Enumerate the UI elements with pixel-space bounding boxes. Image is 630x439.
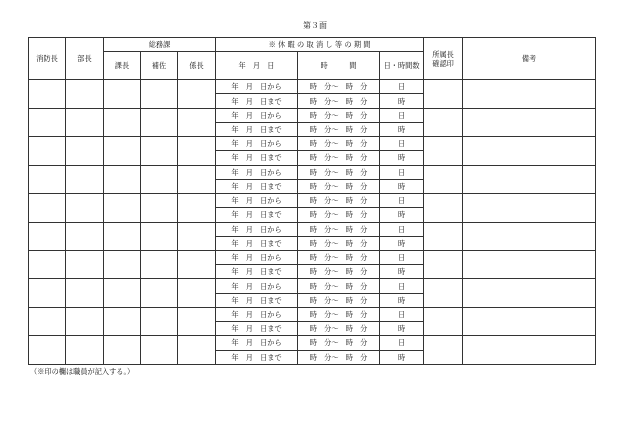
dept-head-seal-header [424, 38, 463, 80]
entry-row-top [29, 137, 596, 151]
department-head-seal-cell[interactable] [66, 108, 104, 136]
days-cell[interactable]: 日 [380, 222, 424, 236]
days-cell[interactable]: 日 [380, 279, 424, 293]
remarks-cell[interactable] [463, 137, 596, 165]
to-date-cell[interactable]: 年 月 日まで [216, 151, 298, 165]
fire-chief-seal-cell[interactable] [29, 336, 66, 365]
time-range-cell[interactable]: 時 分～ 時 分 [298, 279, 380, 293]
remarks-cell[interactable] [463, 222, 596, 250]
assistant-seal-cell[interactable] [141, 137, 178, 165]
fire-chief-seal-cell[interactable] [29, 307, 66, 335]
dept-head-seal-line-2: 確認印 [432, 58, 454, 68]
hours-cell[interactable]: 時 [380, 122, 424, 136]
leave-cancellation-form-table [28, 37, 596, 365]
assistant-seal-cell[interactable] [141, 108, 178, 136]
section-chief-seal-cell[interactable] [104, 250, 141, 278]
days-hours-column-header: 日・時間数 [380, 52, 424, 80]
subsection-chief-seal-cell[interactable] [178, 279, 216, 307]
cancellation-period-header: ※ 休 暇 の 取 消 し 等 の 期 間 [216, 38, 424, 52]
to-date-cell[interactable]: 年 月 日まで [216, 236, 298, 250]
subsection-chief-seal-cell[interactable] [178, 250, 216, 278]
from-date-cell[interactable]: 年 月 日から [216, 279, 298, 293]
remarks-cell[interactable] [463, 307, 596, 335]
dept-head-seal-cell[interactable] [424, 108, 463, 136]
time-column-header: 時 間 [298, 52, 380, 80]
remarks-cell[interactable] [463, 279, 596, 307]
hours-cell[interactable]: 時 [380, 293, 424, 307]
time-range-cell[interactable]: 時 分～ 時 分 [298, 151, 380, 165]
assistant-seal-cell[interactable] [141, 222, 178, 250]
dept-head-seal-cell[interactable] [424, 307, 463, 335]
from-date-cell[interactable]: 年 月 日から [216, 307, 298, 321]
section-chief-seal-cell[interactable] [104, 279, 141, 307]
section-chief-seal-cell[interactable] [104, 222, 141, 250]
time-range-cell[interactable]: 時 分～ 時 分 [298, 350, 380, 364]
dept-head-seal-cell[interactable] [424, 165, 463, 193]
dept-head-seal-cell[interactable] [424, 250, 463, 278]
assistant-header: 補佐 [141, 52, 178, 80]
dept-head-seal-cell[interactable] [424, 279, 463, 307]
from-date-cell[interactable]: 年 月 日から [216, 250, 298, 264]
subsection-chief-seal-cell[interactable] [178, 137, 216, 165]
days-cell[interactable]: 日 [380, 137, 424, 151]
days-cell[interactable]: 日 [380, 165, 424, 179]
to-date-cell[interactable]: 年 月 日まで [216, 122, 298, 136]
to-date-cell[interactable]: 年 月 日まで [216, 94, 298, 108]
department-head-seal-cell[interactable] [66, 222, 104, 250]
department-head-seal-cell[interactable] [66, 194, 104, 222]
remarks-cell[interactable] [463, 250, 596, 278]
footnote: （※印の欄は職員が記入する。） [30, 367, 135, 376]
from-date-cell[interactable]: 年 月 日から [216, 108, 298, 122]
time-range-cell[interactable]: 時 分～ 時 分 [298, 179, 380, 193]
time-range-cell[interactable]: 時 分～ 時 分 [298, 250, 380, 264]
time-range-cell[interactable]: 時 分～ 時 分 [298, 94, 380, 108]
page-title: 第３面 [303, 21, 327, 30]
time-range-cell[interactable]: 時 分～ 時 分 [298, 194, 380, 208]
hours-cell[interactable]: 時 [380, 350, 424, 364]
fire-chief-header: 消防長 [29, 38, 66, 80]
time-range-cell[interactable]: 時 分～ 時 分 [298, 80, 380, 94]
entry-row-top [29, 250, 596, 264]
entry-row-top [29, 222, 596, 236]
fire-chief-seal-cell[interactable] [29, 165, 66, 193]
days-cell[interactable]: 日 [380, 80, 424, 94]
entry-row-top [29, 108, 596, 122]
hours-cell[interactable]: 時 [380, 322, 424, 336]
dept-head-seal-cell[interactable] [424, 336, 463, 365]
remarks-cell[interactable] [463, 336, 596, 365]
time-range-cell[interactable]: 時 分～ 時 分 [298, 222, 380, 236]
time-range-cell[interactable]: 時 分～ 時 分 [298, 137, 380, 151]
remarks-header: 備考 [463, 38, 596, 80]
subsection-chief-seal-cell[interactable] [178, 80, 216, 108]
hours-cell[interactable]: 時 [380, 236, 424, 250]
to-date-cell[interactable]: 年 月 日まで [216, 265, 298, 279]
remarks-cell[interactable] [463, 108, 596, 136]
section-chief-seal-cell[interactable] [104, 165, 141, 193]
time-range-cell[interactable]: 時 分～ 時 分 [298, 236, 380, 250]
section-chief-seal-cell[interactable] [104, 137, 141, 165]
hours-cell[interactable]: 時 [380, 179, 424, 193]
dept-head-seal-cell[interactable] [424, 194, 463, 222]
days-cell[interactable]: 日 [380, 336, 424, 350]
from-date-cell[interactable]: 年 月 日から [216, 222, 298, 236]
department-head-seal-cell[interactable] [66, 307, 104, 335]
dept-head-seal-cell[interactable] [424, 137, 463, 165]
entry-row-top [29, 307, 596, 321]
entry-row-top [29, 279, 596, 293]
days-cell[interactable]: 日 [380, 194, 424, 208]
hours-cell[interactable]: 時 [380, 208, 424, 222]
days-cell[interactable]: 日 [380, 108, 424, 122]
days-cell[interactable]: 日 [380, 307, 424, 321]
section-chief-seal-cell[interactable] [104, 194, 141, 222]
department-head-seal-cell[interactable] [66, 80, 104, 108]
to-date-cell[interactable]: 年 月 日まで [216, 179, 298, 193]
department-head-seal-cell[interactable] [66, 165, 104, 193]
section-chief-seal-cell[interactable] [104, 307, 141, 335]
hours-cell[interactable]: 時 [380, 94, 424, 108]
entry-row-top [29, 165, 596, 179]
subsection-chief-seal-cell[interactable] [178, 307, 216, 335]
section-chief-header: 課長 [104, 52, 141, 80]
to-date-cell[interactable]: 年 月 日まで [216, 322, 298, 336]
section-chief-seal-cell[interactable] [104, 336, 141, 365]
subsection-chief-header: 係長 [178, 52, 216, 80]
from-date-cell[interactable]: 年 月 日から [216, 80, 298, 94]
subsection-chief-seal-cell[interactable] [178, 108, 216, 136]
remarks-cell[interactable] [463, 194, 596, 222]
assistant-seal-cell[interactable] [141, 194, 178, 222]
time-range-cell[interactable]: 時 分～ 時 分 [298, 122, 380, 136]
entry-row-top [29, 194, 596, 208]
fire-chief-seal-cell[interactable] [29, 137, 66, 165]
fire-chief-seal-cell[interactable] [29, 194, 66, 222]
to-date-cell[interactable]: 年 月 日まで [216, 208, 298, 222]
assistant-seal-cell[interactable] [141, 165, 178, 193]
time-range-cell[interactable]: 時 分～ 時 分 [298, 165, 380, 179]
time-range-cell[interactable]: 時 分～ 時 分 [298, 108, 380, 122]
to-date-cell[interactable]: 年 月 日まで [216, 293, 298, 307]
from-date-cell[interactable]: 年 月 日から [216, 336, 298, 350]
assistant-seal-cell[interactable] [141, 279, 178, 307]
time-range-cell[interactable]: 時 分～ 時 分 [298, 265, 380, 279]
dept-head-seal-cell[interactable] [424, 80, 463, 108]
department-head-seal-cell[interactable] [66, 279, 104, 307]
hours-cell[interactable]: 時 [380, 265, 424, 279]
time-range-cell[interactable]: 時 分～ 時 分 [298, 208, 380, 222]
time-range-cell[interactable]: 時 分～ 時 分 [298, 307, 380, 321]
entry-row-top [29, 80, 596, 94]
subsection-chief-seal-cell[interactable] [178, 194, 216, 222]
fire-chief-seal-cell[interactable] [29, 279, 66, 307]
dept-head-seal-cell[interactable] [424, 222, 463, 250]
subsection-chief-seal-cell[interactable] [178, 222, 216, 250]
section-chief-seal-cell[interactable] [104, 80, 141, 108]
remarks-cell[interactable] [463, 165, 596, 193]
to-date-cell[interactable]: 年 月 日まで [216, 350, 298, 364]
section-chief-seal-cell[interactable] [104, 108, 141, 136]
fire-chief-seal-cell[interactable] [29, 108, 66, 136]
fire-chief-seal-cell[interactable] [29, 250, 66, 278]
remarks-cell[interactable] [463, 80, 596, 108]
fire-chief-seal-cell[interactable] [29, 222, 66, 250]
department-head-header: 部長 [66, 38, 104, 80]
department-head-seal-cell[interactable] [66, 250, 104, 278]
date-column-header: 年 月 日 [216, 52, 298, 80]
assistant-seal-cell[interactable] [141, 80, 178, 108]
time-range-cell[interactable]: 時 分～ 時 分 [298, 322, 380, 336]
dept-head-seal-line-1: 所属長 [432, 49, 454, 59]
time-range-cell[interactable]: 時 分～ 時 分 [298, 293, 380, 307]
assistant-seal-cell[interactable] [141, 336, 178, 365]
assistant-seal-cell[interactable] [141, 307, 178, 335]
assistant-seal-cell[interactable] [141, 250, 178, 278]
time-range-cell[interactable]: 時 分～ 時 分 [298, 336, 380, 350]
entry-row-top [29, 336, 596, 350]
hours-cell[interactable]: 時 [380, 151, 424, 165]
general-affairs-header: 総務課 [104, 38, 216, 52]
from-date-cell[interactable]: 年 月 日から [216, 194, 298, 208]
days-cell[interactable]: 日 [380, 250, 424, 264]
from-date-cell[interactable]: 年 月 日から [216, 137, 298, 151]
department-head-seal-cell[interactable] [66, 336, 104, 365]
subsection-chief-seal-cell[interactable] [178, 165, 216, 193]
department-head-seal-cell[interactable] [66, 137, 104, 165]
fire-chief-seal-cell[interactable] [29, 80, 66, 108]
from-date-cell[interactable]: 年 月 日から [216, 165, 298, 179]
subsection-chief-seal-cell[interactable] [178, 336, 216, 365]
